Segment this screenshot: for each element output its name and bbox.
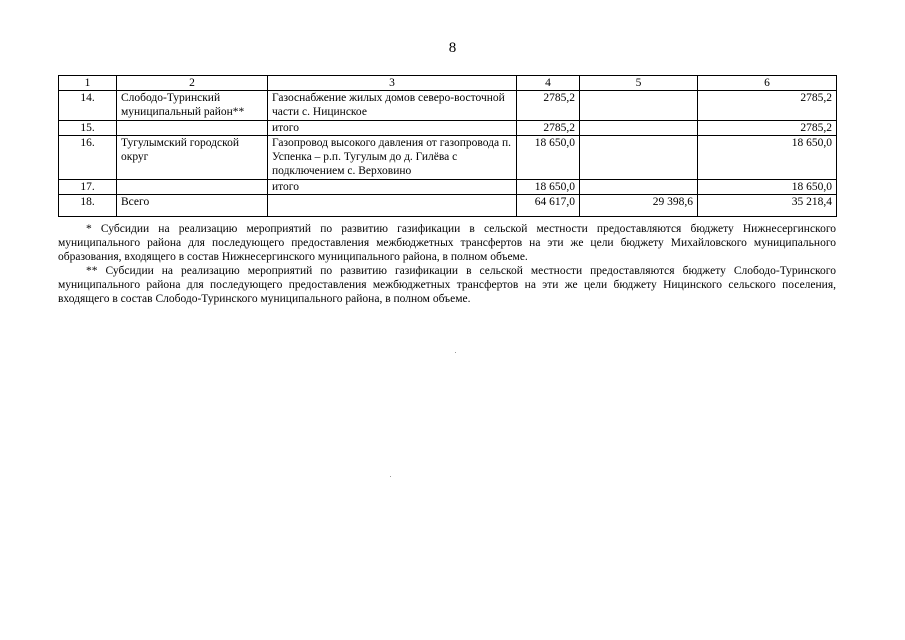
table-row-total (59, 195, 837, 217)
row-organization: Всего (117, 195, 268, 217)
row-number: 14. (59, 91, 117, 121)
row-col6-value: 35 218,4 (698, 195, 837, 217)
row-col4-value: 64 617,0 (517, 195, 580, 217)
table-header-row (59, 76, 837, 91)
row-description (268, 195, 517, 217)
row-col6-value: 2785,2 (698, 91, 837, 121)
subsidy-table (58, 75, 837, 217)
footnotes (58, 222, 836, 306)
header-cell: 4 (517, 76, 580, 91)
row-organization (117, 121, 268, 136)
row-description: итого (268, 121, 517, 136)
header-cell: 1 (59, 76, 117, 91)
row-col6-value: 18 650,0 (698, 136, 837, 180)
row-col6-value: 2785,2 (698, 121, 837, 136)
footnote-double-star: ** Субсидии на реализацию мероприятий по развитию газификации в сельской местности предоставляются бюджету Слободо-Туринского муниципального района для последующего предоставления межбюджетных трансфертов на эти же цели бюджету Ницинского сельского поселения, входящего в состав Слободо-Туринского муниципального района, в полном объеме. (58, 265, 836, 305)
header-cell: 3 (268, 76, 517, 91)
row-col5-value (580, 136, 698, 180)
scan-speck (390, 476, 391, 477)
row-col4-value: 2785,2 (517, 91, 580, 121)
scan-speck (455, 352, 456, 353)
row-col4-value: 2785,2 (517, 121, 580, 136)
row-description: итого (268, 180, 517, 195)
header-cell: 6 (698, 76, 837, 91)
row-col5-value (580, 121, 698, 136)
row-col5-value (580, 180, 698, 195)
row-organization (117, 180, 268, 195)
row-col5-value: 29 398,6 (580, 195, 698, 217)
header-cell: 2 (117, 76, 268, 91)
row-description: Газопровод высокого давления от газопровода п. Успенка – р.п. Тугулым до д. Гилёва с подключением с. Верховино (268, 136, 517, 180)
table-row (59, 121, 837, 136)
table-row (59, 136, 837, 180)
table-row (59, 180, 837, 195)
header-cell: 5 (580, 76, 698, 91)
page-number: 8 (448, 40, 457, 56)
row-col6-value: 18 650,0 (698, 180, 837, 195)
row-col4-value: 18 650,0 (517, 180, 580, 195)
table-row (59, 91, 837, 121)
row-description: Газоснабжение жилых домов северо-восточной части с. Ницинское (268, 91, 517, 121)
row-col4-value: 18 650,0 (517, 136, 580, 180)
row-number: 18. (59, 195, 117, 217)
row-number: 17. (59, 180, 117, 195)
row-organization: Слободо-Туринский муниципальный район** (117, 91, 268, 121)
row-number: 15. (59, 121, 117, 136)
row-organization: Тугулымский городской округ (117, 136, 268, 180)
row-col5-value (580, 91, 698, 121)
row-number: 16. (59, 136, 117, 180)
footnote-single-star: * Субсидии на реализацию мероприятий по развитию газификации в сельской местности предоставляются бюджету Нижнесергинского муниципального района для последующего предоставления межбюджетных трансфертов на эти же цели бюджету Михайловского муниципального образования, входящего в состав Нижнесергинского муниципального района, в полном объеме. (58, 223, 836, 263)
